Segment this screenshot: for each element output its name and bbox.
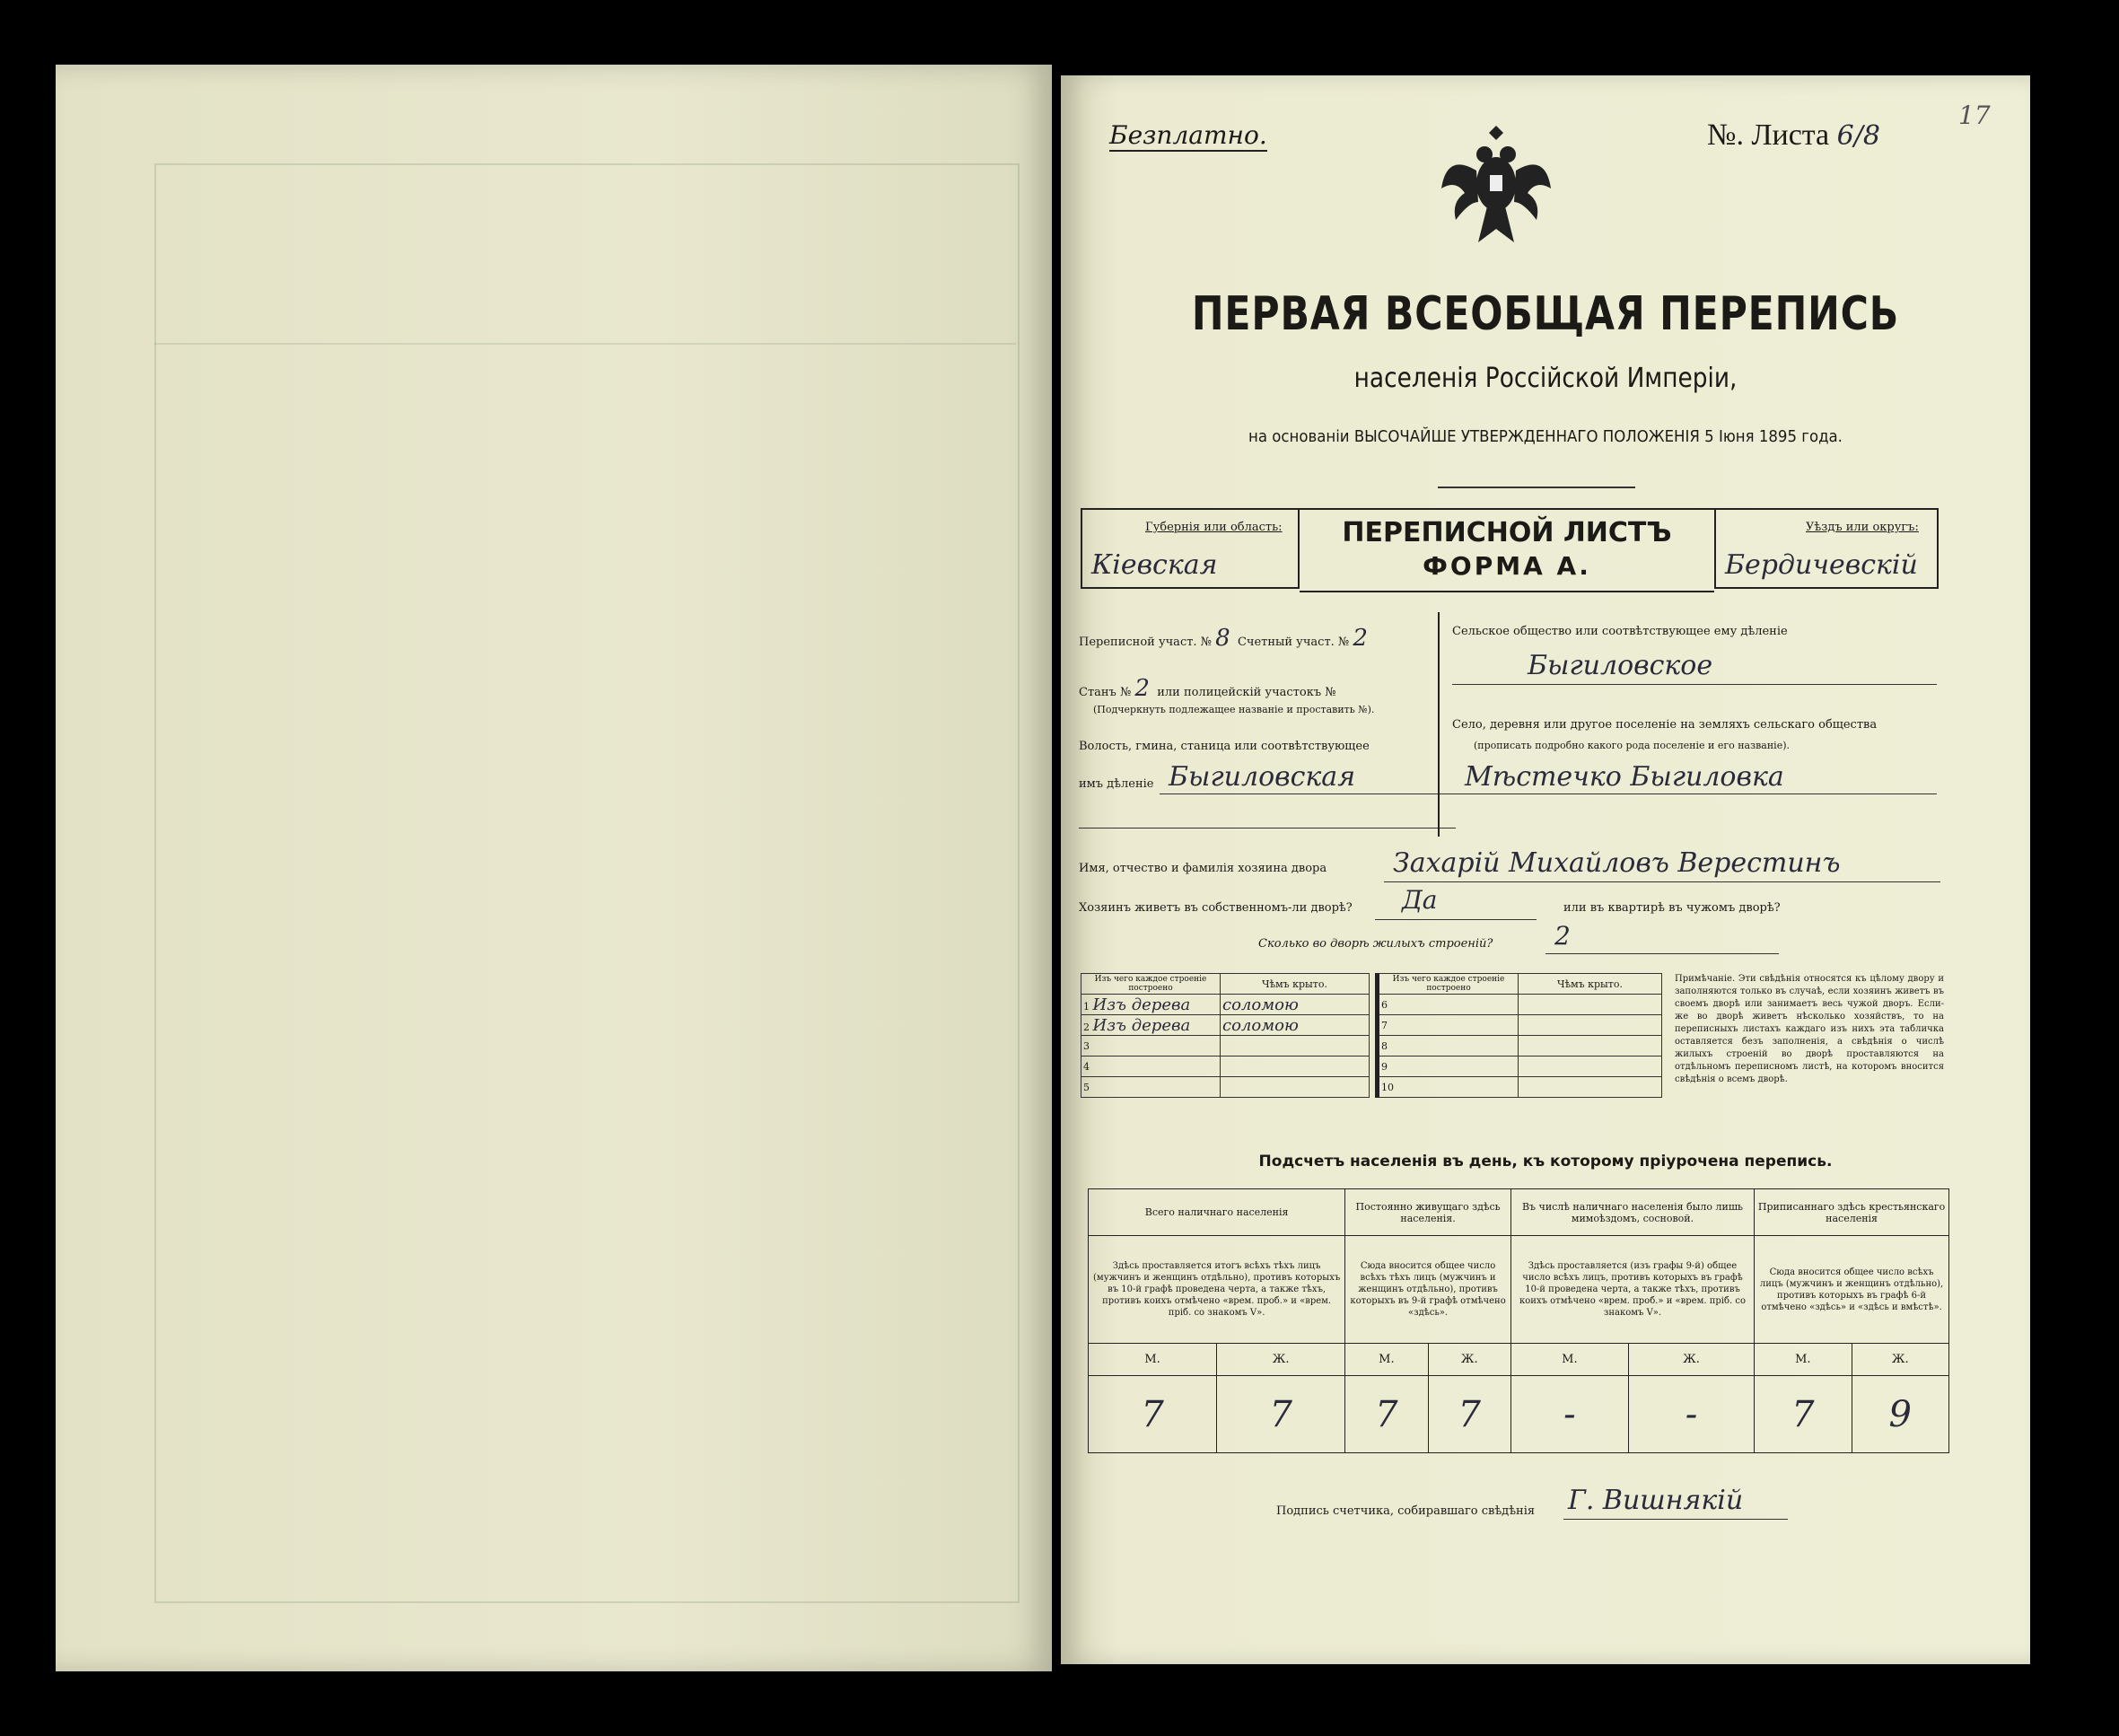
signature-value: Г. Вишнякій — [1568, 1485, 1744, 1516]
col-roof: Чѣмъ крыто. — [1519, 974, 1662, 995]
volost-label-1: Волость, гмина, станица или соотвѣтствующее — [1079, 740, 1370, 753]
group-desc: Здѣсь проставляется итогъ всѣхъ тѣхъ лицъ (мужчинъ и женщинъ отдѣльно), противъ которыхъ въ 10-й графѣ проведена черта, а также тѣхъ, противъ коихъ отмѣчено «врем. проб.» и «врем. пріб. со знакомъ V». — [1089, 1236, 1345, 1344]
census-form-page — [1061, 75, 2030, 1664]
counting-plot-value: 2 — [1353, 625, 1368, 652]
stan-note: (Подчеркнуть подлежащее названіе и проставить №). — [1093, 704, 1375, 715]
row-number: 1 — [1083, 1000, 1090, 1013]
ornament-divider — [1438, 478, 1635, 488]
volost-value: Быгиловская — [1169, 761, 1356, 793]
police-label: или полицейскій участокъ № — [1157, 686, 1336, 699]
district-label: Уѣздъ или округъ: — [1806, 521, 1919, 534]
volost-label-2: имъ дѣленіе — [1079, 777, 1154, 791]
free-label: Безплатно. — [1109, 120, 1267, 150]
signature-label: Подпись счетчика, собиравшаго свѣдѣнія — [1276, 1504, 1536, 1518]
buildings-label: Сколько во дворѣ жилыхъ строеній? — [1258, 937, 1493, 951]
sheet-title-box — [1300, 508, 1714, 592]
count-male: 7 — [1345, 1376, 1428, 1453]
female-label: Ж. — [1217, 1344, 1345, 1376]
sheet-number — [1707, 118, 1880, 153]
buildings-table-left — [1081, 973, 1370, 1098]
group-desc: Сюда вносится общее число всѣхъ тѣхъ лицъ (мужчинъ и женщинъ отдѣльно), противъ которыхъ въ 9-й графѣ отмѣчено «здѣсь». — [1345, 1236, 1511, 1344]
group-title: Въ числѣ наличнаго населенія было лишь мимоѣздомъ, сосновой. — [1510, 1189, 1754, 1236]
left-page-bleed-through — [154, 163, 1016, 345]
stan-value: 2 — [1134, 675, 1150, 702]
buildings-value: 2 — [1554, 921, 1571, 951]
corner-mark: 17 — [1958, 101, 1991, 130]
row-number: 10 — [1378, 1077, 1519, 1098]
left-page-frame — [154, 163, 1020, 1603]
count-male: 7 — [1755, 1376, 1852, 1453]
signature-line — [1563, 1519, 1788, 1520]
building-row — [1081, 995, 1370, 1015]
buildings-table-right — [1375, 973, 1662, 1098]
subtitle: населенія Россійской Имперіи, — [1353, 363, 1738, 394]
sheet-number-label: №. Листа — [1707, 118, 1830, 152]
male-label: М. — [1345, 1344, 1428, 1376]
left-page — [56, 65, 1052, 1671]
row-number: 4 — [1081, 1057, 1221, 1077]
province-value: Кіевская — [1091, 549, 1218, 581]
district-value: Бердичевскій — [1725, 549, 1918, 581]
society-line — [1452, 684, 1937, 685]
building-row — [1378, 995, 1662, 1015]
row-number: 7 — [1378, 1015, 1519, 1036]
group-desc: Здѣсь проставляется (изъ графы 9-й) общее число всѣхъ лицъ, противъ которыхъ въ графѣ 10-й проведена черта, а также тѣхъ, противъ коихъ отмѣчено «врем. проб.» и «врем. пріб. со знакомъ V». — [1510, 1236, 1754, 1344]
building-roof: соломою — [1221, 995, 1370, 1015]
building-row — [1378, 1015, 1662, 1036]
form-title: ФОРМА А. — [1423, 551, 1591, 581]
building-row — [1081, 1077, 1370, 1098]
count-female: - — [1628, 1376, 1754, 1453]
owner-line — [1384, 881, 1940, 882]
row-number: 9 — [1378, 1057, 1519, 1077]
female-label: Ж. — [1628, 1344, 1754, 1376]
volost-line — [1160, 793, 1456, 794]
male-label: М. — [1510, 1344, 1628, 1376]
female-label: Ж. — [1852, 1344, 1948, 1376]
group-title: Постоянно живущаго здѣсь населенія. — [1345, 1189, 1511, 1236]
stan-label: Станъ № — [1079, 686, 1132, 699]
village-label: Село, деревня или другое поселеніе на земляхъ сельскаго общества — [1452, 718, 1878, 732]
group-desc: Сюда вносится общее число всѣхъ лицъ (мужчинъ и женщинъ отдѣльно), противъ которыхъ въ графѣ 6-й отмѣчено «здѣсь» и «здѣсь и вмѣстѣ». — [1755, 1236, 1949, 1344]
village-value: Мѣстечко Быгиловка — [1465, 761, 1784, 793]
own-yard-value: Да — [1402, 885, 1438, 915]
field-divider — [1438, 612, 1440, 837]
owner-value: Захарій Михайловъ Верестинъ — [1393, 847, 1841, 879]
count-female: 7 — [1217, 1376, 1345, 1453]
building-row — [1378, 1036, 1662, 1057]
village-line — [1452, 793, 1937, 794]
group-title: Всего наличнаго населенія — [1089, 1189, 1345, 1236]
rented-label: или въ квартирѣ въ чужомъ дворѣ? — [1563, 901, 1781, 915]
row-number: 2 — [1083, 1021, 1090, 1033]
count-female: 9 — [1852, 1376, 1948, 1453]
male-label: М. — [1755, 1344, 1852, 1376]
population-table — [1088, 1188, 1949, 1453]
main-title: ПЕРВАЯ ВСЕОБЩАЯ ПЕРЕПИСЬ — [1191, 287, 1900, 341]
building-row — [1081, 1036, 1370, 1057]
count-female: 7 — [1428, 1376, 1510, 1453]
building-material: Изъ дерева — [1092, 995, 1191, 1014]
sheet-title: ПЕРЕПИСНОЙ ЛИСТЪ — [1342, 517, 1672, 548]
province-label: Губернія или область: — [1145, 521, 1283, 534]
own-yard-label: Хозяинъ живетъ въ собственномъ-ли дворѣ? — [1079, 901, 1353, 915]
buildings-line — [1545, 953, 1779, 954]
count-male: - — [1510, 1376, 1628, 1453]
building-row — [1081, 1057, 1370, 1077]
female-label: Ж. — [1428, 1344, 1510, 1376]
province-box — [1081, 508, 1300, 589]
sheet-number-value: 6/8 — [1836, 120, 1880, 152]
building-material: Изъ дерева — [1092, 1015, 1191, 1035]
building-roof: соломою — [1221, 1015, 1370, 1036]
village-note: (прописать подробно какого рода поселеніе и его названіе). — [1474, 740, 1790, 751]
row-number: 8 — [1378, 1036, 1519, 1057]
row-number: 5 — [1081, 1077, 1221, 1098]
row-number: 3 — [1081, 1036, 1221, 1057]
col-roof: Чѣмъ крыто. — [1221, 974, 1370, 995]
building-row — [1081, 1015, 1370, 1036]
owner-label: Имя, отчество и фамилія хозяина двора — [1079, 862, 1327, 875]
census-plot-label: Переписной участ. № — [1079, 636, 1212, 649]
district-box — [1714, 508, 1939, 589]
plot-row — [1079, 625, 1438, 652]
group-title: Приписаннаго здѣсь крестьянскаго населенія — [1755, 1189, 1949, 1236]
note-text: Примѣчаніе. Эти свѣдѣнія относятся къ цѣлому двору и заполняются только въ случаѣ, если хозяинъ живетъ въ своемъ дворѣ или занимаетъ весь чужой дворъ. Если-же во дворѣ живетъ нѣсколько хозяйствъ, то на переписныхъ листахъ каждаго изъ нихъ эта табличка оставляется безъ заполненія, а свѣдѣнія о числѣ жилыхъ строеній во дворѣ проставляются на отдѣльномъ переписномъ листѣ, на которомъ вносится свѣдѣнія о всемъ дворѣ. — [1675, 974, 1944, 1084]
col-material: Изъ чего каждое строеніе построено — [1378, 974, 1519, 995]
census-plot-value: 8 — [1215, 625, 1230, 652]
population-heading: Подсчетъ населенія въ день, къ которому пріурочена перепись. — [1258, 1153, 1833, 1170]
counting-plot-label: Счетный участ. № — [1237, 636, 1350, 649]
building-row — [1378, 1077, 1662, 1098]
society-label: Сельское общество или соотвѣтствующее ему дѣленіе — [1452, 625, 1788, 638]
society-value: Быгиловское — [1528, 650, 1713, 681]
volost-line-2 — [1079, 828, 1456, 829]
male-label: М. — [1089, 1344, 1217, 1376]
count-male: 7 — [1089, 1376, 1217, 1453]
stan-row — [1079, 675, 1438, 702]
legal-basis: на основаніи ВЫСОЧАЙШЕ УТВЕРЖДЕННАГО ПОЛОЖЕНІЯ 5 Іюня 1895 года. — [1248, 427, 1843, 446]
building-row — [1378, 1057, 1662, 1077]
row-number: 6 — [1378, 995, 1519, 1015]
col-material: Изъ чего каждое строеніе построено — [1081, 974, 1221, 995]
own-yard-line — [1375, 919, 1537, 920]
coat-of-arms-icon — [1438, 117, 1554, 251]
